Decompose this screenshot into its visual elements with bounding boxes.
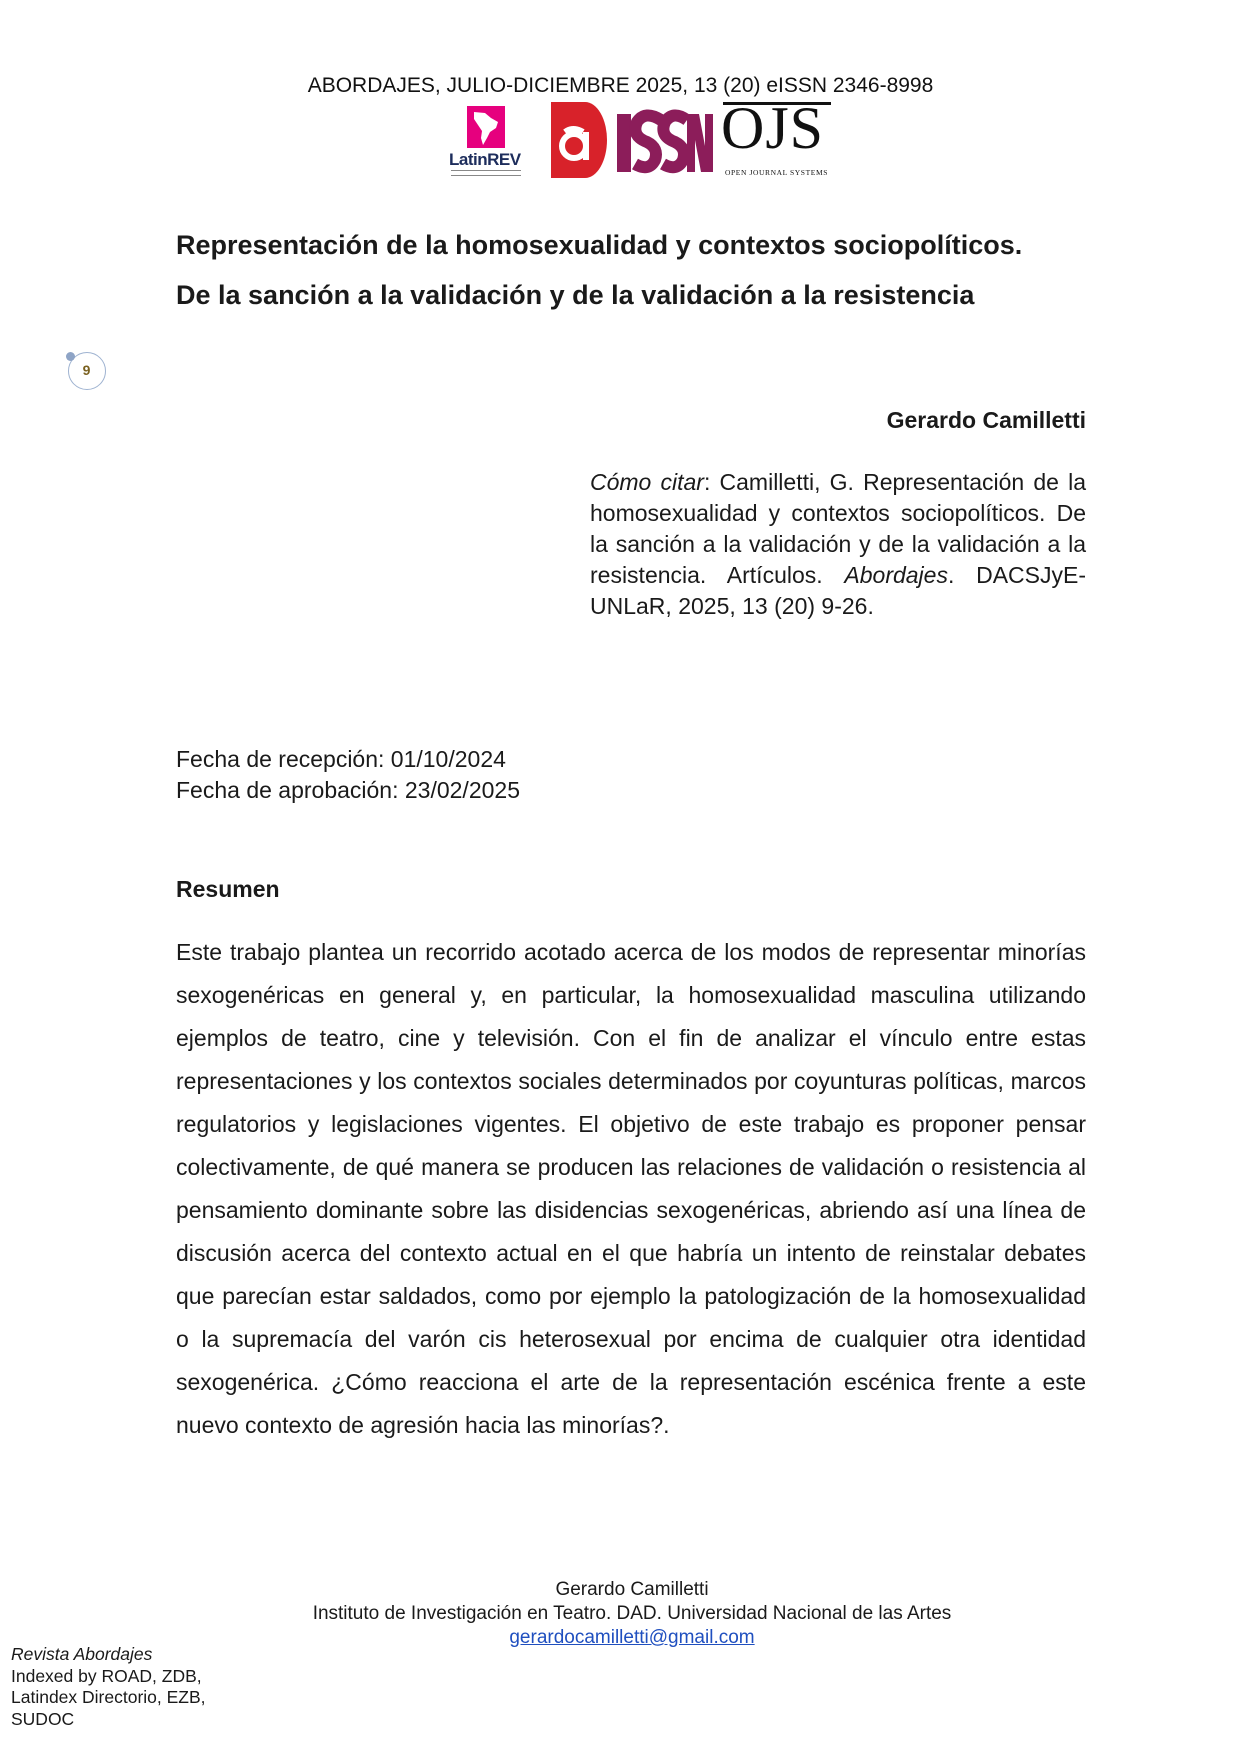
abstract-heading: Resumen	[176, 876, 280, 902]
approved-date: Fecha de aprobación: 23/02/2025	[176, 777, 520, 803]
citation-journal: Abordajes	[844, 562, 948, 588]
received-date: Fecha de recepción: 01/10/2024	[176, 746, 506, 772]
indexing-logos	[447, 95, 837, 180]
author-email-link[interactable]: gerardocamilletti@gmail.com	[509, 1627, 755, 1648]
citation-block	[590, 467, 1086, 622]
ojs-subtitle: OPEN JOURNAL SYSTEMS	[725, 168, 828, 177]
abordajes-logo	[547, 102, 607, 178]
page-number: 9	[82, 362, 91, 378]
latinrev-caption-lines	[451, 170, 521, 176]
side-note-line: Latindex Directorio, EZB,	[11, 1687, 206, 1707]
side-note-line: Indexed by ROAD, ZDB,	[11, 1665, 202, 1686]
indexing-note	[11, 1644, 206, 1730]
author-name: Gerardo Camilletti	[886, 407, 1086, 433]
side-note-line: SUDOC	[11, 1708, 75, 1729]
latinrev-logo	[447, 104, 525, 178]
page-number-badge	[68, 352, 106, 390]
ojs-wordmark: OJS	[721, 95, 825, 161]
footer-institute: Instituto de Investigación en Teatro. DAD. Universidad Nacional de las Artes	[312, 1603, 952, 1624]
citation-label: Cómo citar	[590, 469, 704, 495]
abstract-body: Este trabajo plantea un recorrido acotado acerca de los modos de representar minorías sexogenéricas en general y, en particular, la homosexualidad masculina utilizando ejemplos de teatro, cine y televisión. Con el fin de analizar el vínculo entre estas representaciones y los contextos sociales determinados por coyunturas políticas, marcos regulatorios y legislaciones vigentes. El objetivo de este trabajo es proponer pensar colectivamente, de qué manera se producen las relaciones de validación o resistencia al pensamiento dominante sobre las disidencias sexogenéricas, abriendo así una línea de discusión acerca del contexto actual en el que habría un intento de reinstalar debates que parecían estar saldados, como por ejemplo la patologización de la homosexualidad o la supremacía del varón cis heterosexual por encima de cualquier otra identidad sexogenérica. ¿Cómo reacciona el arte de la representación escénica frente a este nuevo contexto de agresión hacia las minorías?.	[176, 939, 1086, 1438]
latinrev-wordmark: LatinREV	[449, 150, 521, 169]
footer-author: Gerardo Camilletti	[555, 1579, 709, 1600]
citation-text-1: : Camilletti, G. Representación de la homosexualidad y contextos sociopolíticos. De la sanción a la validación y de la validación a la resistencia. Artículos.	[590, 469, 1086, 588]
article-title	[176, 220, 1096, 320]
issn-logo	[615, 106, 715, 174]
side-note-journal: Revista Abordajes	[11, 1644, 153, 1664]
journal-header: ABORDAJES, JULIO-DICIEMBRE 2025, 13 (20) eISSN 2346-8998	[307, 74, 934, 97]
citation-text-2: . DACSJyE-UNLaR, 2025, 13 (20) 9-26.	[590, 562, 1086, 619]
title-line-1: Representación de la homosexualidad y contextos sociopolíticos.	[176, 230, 1023, 260]
title-line-2: De la sanción a la validación y de la validación a la resistencia	[176, 280, 975, 310]
ojs-logo	[719, 95, 837, 180]
latin-america-map-icon	[471, 110, 501, 146]
